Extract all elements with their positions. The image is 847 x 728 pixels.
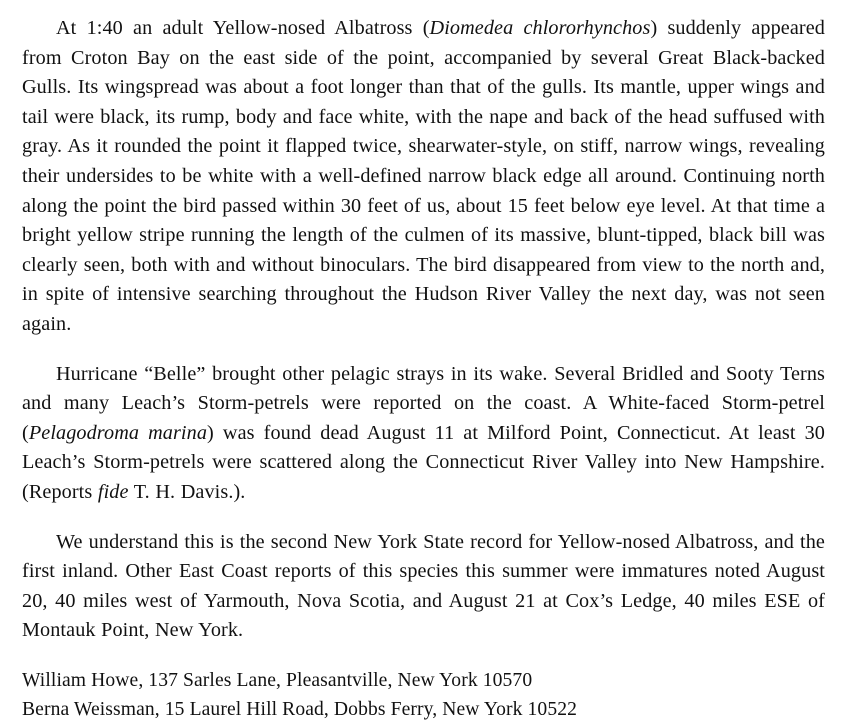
scientific-name-pelagodroma: Pelagodroma marina [28, 421, 208, 444]
paragraph-hurricane-belle [22, 360, 825, 508]
scientific-name-diomedea: Diomedea chlororhynchos [429, 17, 651, 39]
paragraph-state-record [22, 528, 825, 646]
text-run: ) was found dead August 11 at Milford Point, Connecticut. At least 30 Leach’s Storm-petrels were scattered along the Connecticut River Valley into New Hampshire. (Reports [22, 421, 825, 503]
author-line-1: William Howe, 137 Sarles Lane, Pleasantville, New York 10570 [22, 669, 533, 691]
text-run: Hurricane “Belle” brought other pelagic strays in its wake. Several Bridled and Sooty Terns and many Leach’s Storm-petrels were reported on the coast. A White-faced Storm-petrel ( [22, 362, 825, 444]
paragraph-albatross-sighting [22, 14, 825, 340]
latin-term-fide: fide [97, 480, 129, 503]
text-run: T. H. Davis.). [128, 480, 246, 503]
text-run: At 1:40 an adult Yellow-nosed Albatross ( [56, 17, 430, 39]
author-signatures [22, 666, 825, 724]
text-run: ) suddenly appeared from Croton Bay on the east side of the point, accompanied by several Great Black-backed Gulls. Its wingspread was about a foot longer than that of the gulls. Its mantle, upper wings and tail were black, its rump, body and face white, with the nape and back of the head suffused with gray. As it rounded the point it flapped twice, shearwater-style, on stiff, narrow wings, revealing their undersides to be white with a well-defined narrow black edge all around. Continuing north along the point the bird passed within 30 feet of us, about 15 feet below eye level. At that time a bright yellow stripe running the length of the culmen of its massive, blunt-tipped, black bill was clearly seen, both with and without binoculars. The bird disappeared from view to the north and, in spite of intensive searching throughout the Hudson River Valley the next day, was not seen again. [22, 17, 825, 335]
author-line-2: Berna Weissman, 15 Laurel Hill Road, Dobbs Ferry, New York 10522 [22, 698, 578, 720]
text-run: We understand this is the second New York State record for Yellow-nosed Albatross, and the first inland. Other East Coast reports of this species this summer were immatures noted August 20, 40 miles west of Yarmouth, Nova Scotia, and August 21 at Cox’s Ledge, 40 miles ESE of Montauk Point, New York. [22, 530, 825, 642]
